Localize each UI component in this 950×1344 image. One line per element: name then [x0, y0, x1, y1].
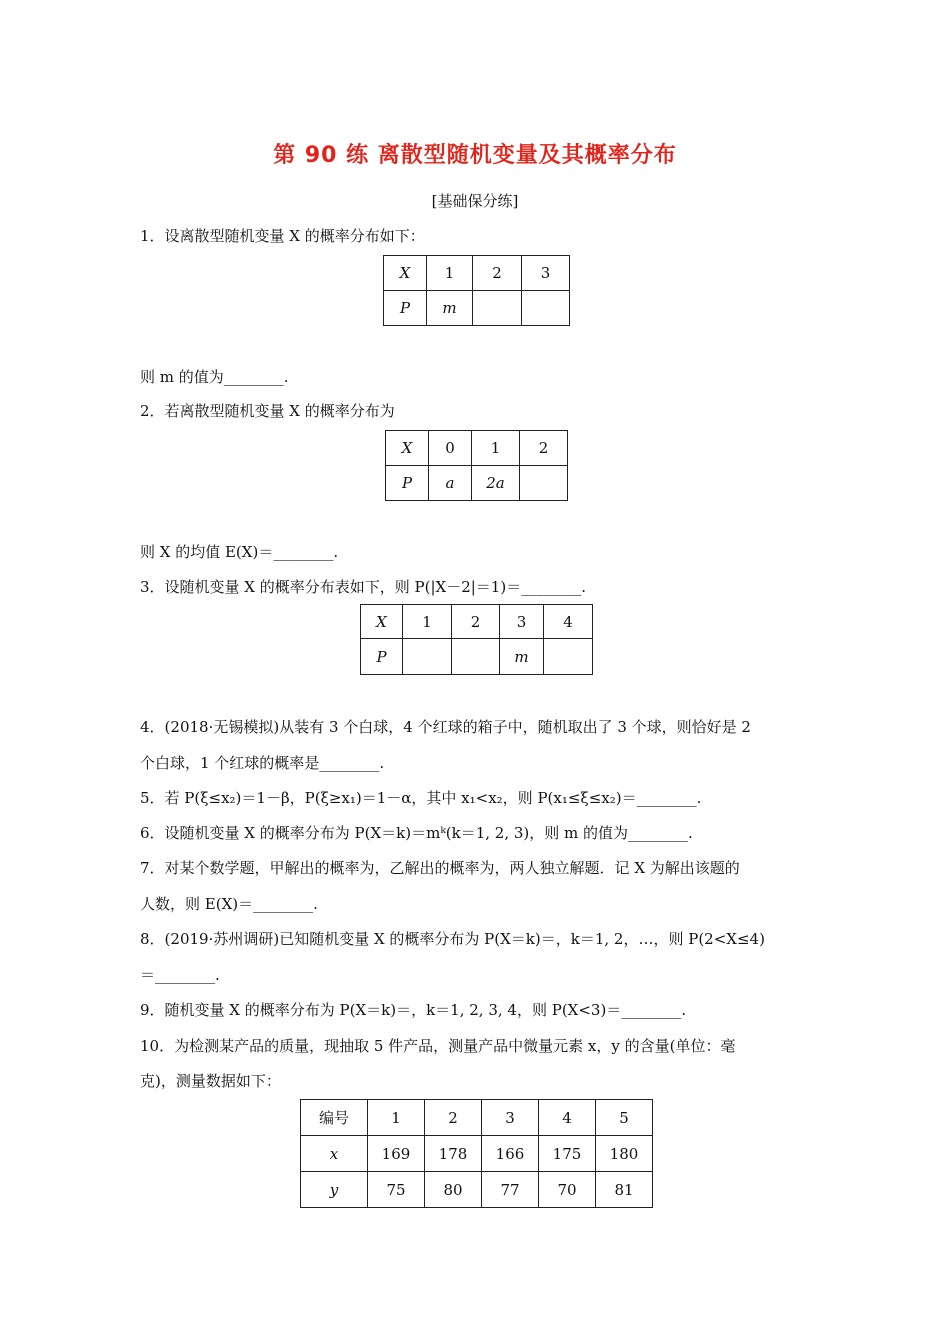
section-subtitle: [基础保分练]: [431, 192, 519, 210]
q2-cell-p-label: P: [386, 466, 429, 501]
q1-cell: 3: [522, 256, 570, 291]
q1-cell: m: [427, 291, 473, 326]
q3-cell: [544, 639, 593, 675]
q8-line1: 8．(2019·苏州调研)已知随机变量 X 的概率分布为 P(X＝k)＝，k＝1, 2，…，则 P(2<X≤4): [140, 930, 765, 948]
q1-cell: 2: [473, 256, 522, 291]
q3-cell-p-label: P: [361, 639, 403, 675]
q10-header-cell: 2: [425, 1100, 482, 1136]
q3-cell: 4: [544, 605, 593, 639]
q10-header-cell: 1: [368, 1100, 425, 1136]
q10-x-cell: 166: [482, 1136, 539, 1172]
q7-line1: 7．对某个数学题，甲解出的概率为，乙解出的概率为，两人独立解题．记 X 为解出该题的: [140, 859, 740, 877]
q10-header-cell: 3: [482, 1100, 539, 1136]
q10-y-cell: 80: [425, 1172, 482, 1208]
q3-table: [360, 604, 593, 675]
q2-cell: 0: [429, 431, 472, 466]
q2-cell: a: [429, 466, 472, 501]
q2-after: 则 X 的均值 E(X)＝________.: [140, 543, 339, 561]
q4-line2: 个白球，1 个红球的概率是________.: [140, 754, 385, 772]
q10-line2: 克)，测量数据如下：: [140, 1072, 281, 1090]
q10-header-cell: 4: [539, 1100, 596, 1136]
q2-text: 2．若离散型随机变量 X 的概率分布为: [140, 402, 395, 420]
q3-text: 3．设随机变量 X 的概率分布表如下，则 P(|X－2|＝1)＝________.: [140, 578, 586, 596]
q3-cell: [452, 639, 500, 675]
page-title: 第 90 练 离散型随机变量及其概率分布: [273, 143, 677, 168]
q10-x-cell: 180: [596, 1136, 653, 1172]
q1-cell: 1: [427, 256, 473, 291]
q6-text: 6．设随机变量 X 的概率分布为 P(X＝k)＝mᵏ(k＝1, 2, 3)，则 m 的值为________.: [140, 824, 693, 842]
q10-header-cell: 编号: [301, 1100, 368, 1136]
q10-x-cell: 175: [539, 1136, 596, 1172]
q10-table: [300, 1099, 653, 1208]
q5-text: 5．若 P(ξ≤x₂)＝1－β，P(ξ≥x₁)＝1－α，其中 x₁<x₂，则 P(x₁≤ξ≤x₂)＝________.: [140, 789, 702, 807]
q3-cell: [403, 639, 452, 675]
q4-line1: 4．(2018·无锡模拟)从装有 3 个白球，4 个红球的箱子中，随机取出了 3 个球，则恰好是 2: [140, 718, 751, 736]
q10-y-cell: 77: [482, 1172, 539, 1208]
q1-after: 则 m 的值为________.: [140, 368, 289, 386]
q1-cell: [522, 291, 570, 326]
q3-cell: 1: [403, 605, 452, 639]
q2-cell: 2a: [472, 466, 520, 501]
q2-cell-x-label: X: [386, 431, 429, 466]
q1-text: 1．设离散型随机变量 X 的概率分布如下：: [140, 227, 425, 245]
q3-cell-x-label: X: [361, 605, 403, 639]
q9-text: 9．随机变量 X 的概率分布为 P(X＝k)＝，k＝1, 2, 3, 4，则 P(X<3)＝________.: [140, 1001, 687, 1019]
q8-line2: ＝________.: [140, 966, 220, 984]
q1-cell-x-label: X: [384, 256, 427, 291]
q1-cell-p-label: P: [384, 291, 427, 326]
q2-cell: 1: [472, 431, 520, 466]
q3-cell: m: [500, 639, 544, 675]
q2-cell: 2: [520, 431, 568, 466]
q3-cell: 2: [452, 605, 500, 639]
q10-x-cell: 169: [368, 1136, 425, 1172]
q10-y-cell: 70: [539, 1172, 596, 1208]
q3-cell: 3: [500, 605, 544, 639]
q10-header-cell: 5: [596, 1100, 653, 1136]
q1-cell: [473, 291, 522, 326]
q10-line1: 10．为检测某产品的质量，现抽取 5 件产品，测量产品中微量元素 x，y 的含量(单位：毫: [140, 1037, 736, 1055]
q2-table: [385, 430, 568, 501]
q7-line2: 人数，则 E(X)＝________.: [140, 895, 318, 913]
q10-x-cell: 178: [425, 1136, 482, 1172]
q10-y-cell: 81: [596, 1172, 653, 1208]
q10-y-cell: 75: [368, 1172, 425, 1208]
q2-cell: [520, 466, 568, 501]
q1-table: [383, 255, 570, 326]
q10-x-label: x: [301, 1136, 368, 1172]
q10-y-label: y: [301, 1172, 368, 1208]
